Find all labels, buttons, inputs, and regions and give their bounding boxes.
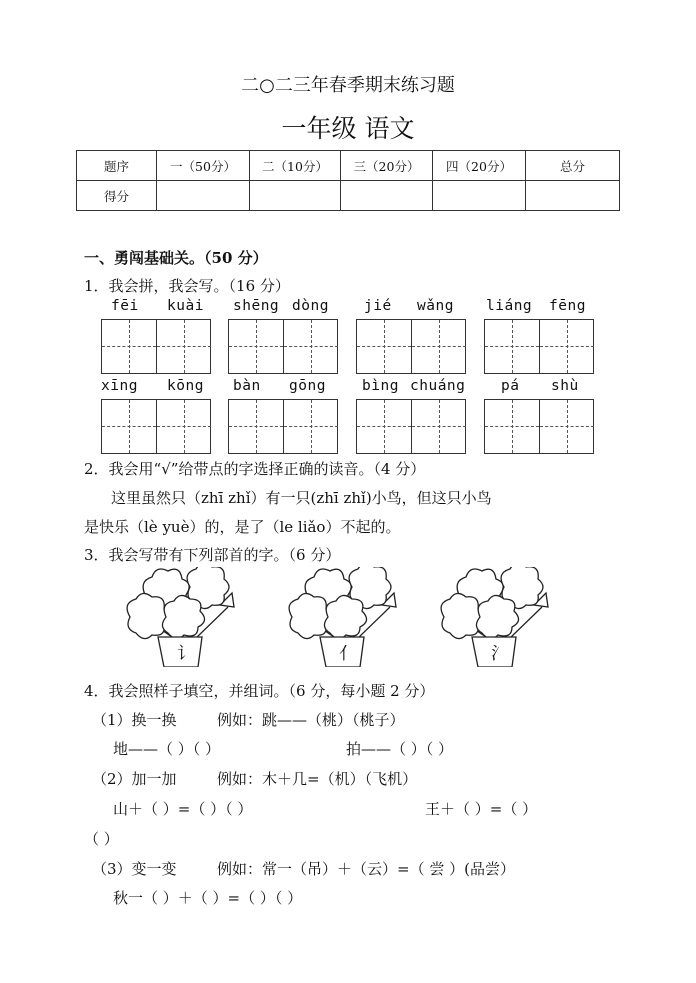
score-header-cell: 一（50分） <box>157 151 250 181</box>
pinyin-label: shēng <box>233 298 280 314</box>
q4-fill-line[interactable]: 秋一（ ）＋（ ）=（ ）（ ） <box>113 889 303 907</box>
question-1-prompt: 1．我会拼，我会写。（16 分） <box>84 277 290 295</box>
q4-part1-example: 例如：跳——（桃）（桃子） <box>217 711 405 729</box>
pinyin-label: shù <box>551 378 579 394</box>
pinyin-label: jié <box>364 298 392 314</box>
pinyin-label: pá <box>501 378 520 394</box>
pinyin-label: wǎng <box>417 298 454 314</box>
q4-fill-line[interactable]: 山＋（ ）=（ ）（ ） <box>113 800 253 818</box>
radical-label: 氵 <box>491 644 508 664</box>
writing-grid[interactable] <box>356 319 466 374</box>
q4-fill-line[interactable]: （ ） <box>84 830 119 848</box>
q4-part2-title: （2）加一加 <box>92 770 177 788</box>
radical-label: 讠 <box>177 644 194 664</box>
pinyin-label: dòng <box>292 298 329 314</box>
pinyin-label: liáng <box>486 298 533 314</box>
q4-part1-title: （1）换一换 <box>92 711 177 729</box>
writing-grid[interactable] <box>356 399 466 454</box>
writing-grid[interactable] <box>484 319 594 374</box>
pinyin-label: kuài <box>167 298 204 314</box>
score-row-label: 得分 <box>77 181 157 211</box>
writing-grid[interactable] <box>484 399 594 454</box>
pinyin-label: gōng <box>289 378 326 394</box>
score-header-cell: 总分 <box>526 151 620 181</box>
question-4-prompt: 4．我会照样子填空，并组词。（6 分，每小题 2 分） <box>84 682 435 700</box>
page-subtitle: 一年级 语文 <box>281 114 415 143</box>
section-heading: 一、勇闯基础关。（50 分） <box>84 249 268 267</box>
writing-grid[interactable] <box>228 319 338 374</box>
pinyin-label: bìng <box>362 378 399 394</box>
score-input-cell[interactable] <box>526 181 620 211</box>
page-title: 二○二三年春季期末练习题 <box>241 75 455 96</box>
score-input-cell[interactable] <box>157 181 250 211</box>
pinyin-label: bàn <box>233 378 261 394</box>
writing-grid[interactable] <box>101 399 211 454</box>
q4-part2-example: 例如：木＋几=（机）（飞机） <box>217 770 418 788</box>
pinyin-label: xīng <box>101 378 138 394</box>
writing-grid[interactable] <box>101 319 211 374</box>
score-input-cell[interactable] <box>250 181 341 211</box>
question-2-prompt: 2．我会用“√”给带点的字选择正确的读音。（4 分） <box>84 460 426 478</box>
pinyin-label: kōng <box>167 378 204 394</box>
score-input-cell[interactable] <box>433 181 526 211</box>
writing-grid[interactable] <box>228 399 338 454</box>
question-2-line: 这里虽然只（zhī zhǐ）有一只(zhī zhǐ)小鸟，但这只小鸟 <box>111 489 492 507</box>
q4-part3-title: （3）变一变 <box>92 860 177 878</box>
score-table-score-row <box>77 181 620 211</box>
score-table <box>76 150 620 211</box>
radical-label: 亻 <box>339 644 356 664</box>
score-header-cell: 三（20分） <box>341 151 433 181</box>
q4-fill-line[interactable]: 王＋（ ）=（ ） <box>425 800 538 818</box>
q4-fill-line[interactable]: 地——（ ）（ ） <box>113 740 221 758</box>
score-input-cell[interactable] <box>341 181 433 211</box>
score-header-cell: 二（10分） <box>250 151 341 181</box>
score-header-cell: 四（20分） <box>433 151 526 181</box>
question-3-prompt: 3．我会写带有下列部首的字。（6 分） <box>84 546 341 564</box>
q4-fill-line[interactable]: 拍——（ ）（ ） <box>346 740 454 758</box>
q4-part3-example: 例如：常一（吊）＋（云）=（ 尝 ）(品尝） <box>217 860 515 878</box>
score-header-cell: 题序 <box>77 151 157 181</box>
question-2-line: 是快乐（lè yuè）的，是了（le liǎo）不起的。 <box>84 518 401 536</box>
pinyin-label: fēng <box>549 298 586 314</box>
score-table-header-row <box>77 151 620 181</box>
pinyin-label: chuáng <box>410 378 466 394</box>
pinyin-label: fēi <box>111 298 139 314</box>
